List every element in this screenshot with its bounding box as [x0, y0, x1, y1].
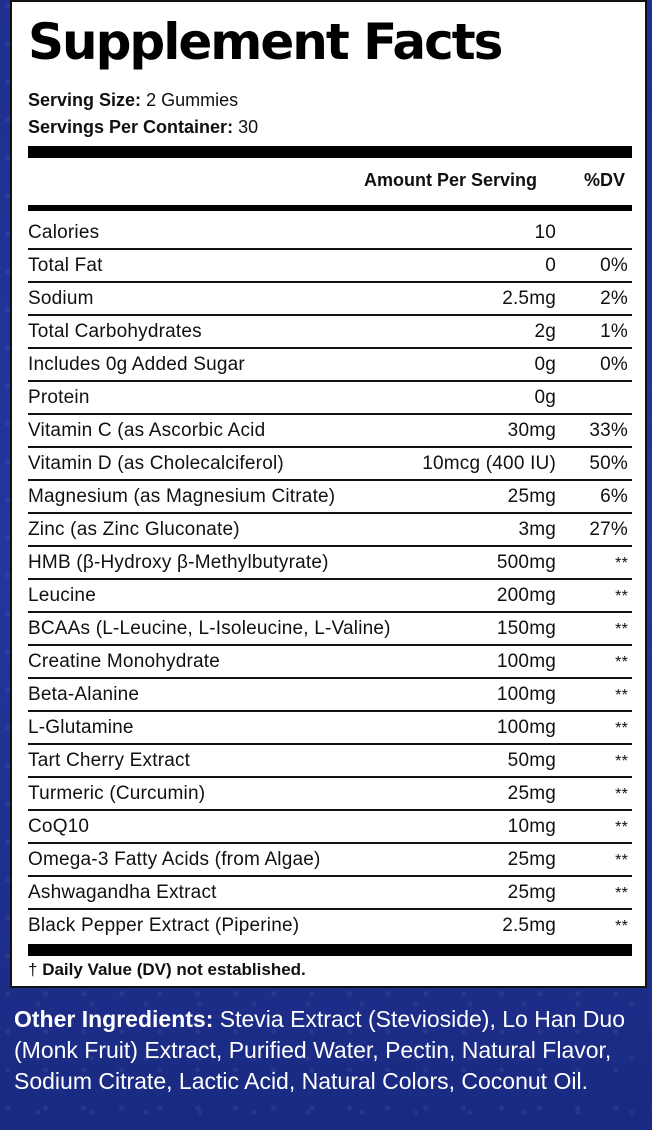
footnote-symbol: †: [28, 960, 38, 979]
nutrient-daily-value: **: [615, 687, 628, 704]
nutrient-name: Zinc (as Zinc Gluconate): [28, 519, 240, 540]
nutrient-table: [28, 217, 632, 941]
nutrient-daily-value: 33%: [589, 420, 628, 441]
nutrient-amount: 10mcg (400 IU): [422, 453, 556, 474]
nutrient-daily-value: **: [615, 786, 628, 803]
nutrient-name: HMB (β-Hydroxy β-Methylbutyrate): [28, 552, 329, 573]
nutrient-amount: 25mg: [507, 783, 556, 804]
nutrient-name: Black Pepper Extract (Piperine): [28, 915, 300, 936]
nutrient-daily-value: **: [615, 852, 628, 869]
table-row: [28, 844, 632, 877]
table-row: [28, 613, 632, 646]
nutrient-name: Sodium: [28, 288, 94, 309]
nutrient-amount: 2.5mg: [502, 915, 556, 936]
top-divider-bar: [28, 146, 632, 158]
other-ingredients: [14, 1004, 634, 1097]
nutrient-name: L-Glutamine: [28, 717, 134, 738]
nutrient-name: Calories: [28, 222, 100, 243]
nutrient-name: CoQ10: [28, 816, 90, 837]
nutrient-amount: 2.5mg: [502, 288, 556, 309]
nutrient-name: Includes 0g Added Sugar: [28, 354, 245, 375]
table-row: [28, 745, 632, 778]
amount-per-serving-header: Amount Per Serving: [363, 170, 537, 190]
nutrient-name: Vitamin C (as Ascorbic Acid: [28, 420, 266, 441]
footnote: [28, 960, 306, 980]
nutrient-amount: 10: [534, 222, 556, 243]
nutrient-daily-value: **: [615, 753, 628, 770]
nutrient-name: Magnesium (as Magnesium Citrate): [28, 486, 336, 507]
nutrient-name: Beta-Alanine: [28, 684, 140, 705]
nutrient-daily-value: **: [615, 654, 628, 671]
nutrient-amount: 0: [545, 255, 556, 276]
nutrient-daily-value: **: [615, 621, 628, 638]
nutrient-amount: 30mg: [507, 420, 556, 441]
serving-size: [28, 89, 238, 111]
nutrient-amount: 500mg: [496, 552, 556, 573]
nutrient-amount: 3mg: [518, 519, 556, 540]
table-row: [28, 646, 632, 679]
nutrient-daily-value: 0%: [600, 354, 628, 375]
nutrient-daily-value: **: [615, 885, 628, 902]
table-row: [28, 217, 632, 250]
nutrient-amount: 0g: [534, 387, 556, 408]
table-row: [28, 679, 632, 712]
bottom-divider-bar: [28, 944, 632, 956]
nutrient-name: Total Fat: [28, 255, 103, 276]
nutrient-daily-value: **: [615, 918, 628, 935]
serving-size-label: Serving Size:: [28, 90, 142, 110]
table-row: [28, 283, 632, 316]
table-row: [28, 712, 632, 745]
daily-value-header: %DV: [583, 170, 625, 190]
nutrient-amount: 100mg: [496, 651, 556, 672]
nutrient-daily-value: 50%: [589, 453, 628, 474]
table-row: [28, 580, 632, 613]
other-ingredients-label: Other Ingredients:: [14, 1006, 214, 1032]
serving-size-value: 2 Gummies: [146, 90, 239, 110]
nutrient-daily-value: **: [615, 555, 628, 572]
supplement-facts-panel: [10, 0, 647, 988]
table-row: [28, 448, 632, 481]
nutrient-daily-value: 2%: [600, 288, 628, 309]
other-ingredients-text: Stevia Extract (Stevioside), Lo Han Duo (Monk Fruit) Extract, Purified Water, Pectin, Natural Flavor, Sodium Citrate, Lactic Acid, Natural Colors, Coconut Oil.: [14, 1006, 625, 1094]
nutrient-daily-value: 0%: [600, 255, 628, 276]
nutrient-amount: 25mg: [507, 849, 556, 870]
nutrient-daily-value: **: [615, 819, 628, 836]
nutrient-name: Leucine: [28, 585, 96, 606]
nutrient-name: Creatine Monohydrate: [28, 651, 220, 672]
nutrient-amount: 25mg: [507, 486, 556, 507]
table-row: [28, 514, 632, 547]
nutrient-amount: 10mg: [507, 816, 556, 837]
nutrient-amount: 100mg: [496, 684, 556, 705]
nutrient-amount: 2g: [534, 321, 556, 342]
table-row: [28, 316, 632, 349]
nutrient-name: Turmeric (Curcumin): [28, 783, 206, 804]
nutrient-name: Total Carbohydrates: [28, 321, 202, 342]
table-row: [28, 547, 632, 580]
table-row: [28, 250, 632, 283]
nutrient-name: Ashwagandha Extract: [28, 882, 217, 903]
nutrient-amount: 150mg: [496, 618, 556, 639]
page-title: Supplement Facts: [28, 13, 502, 71]
table-row: [28, 349, 632, 382]
nutrient-amount: 0g: [534, 354, 556, 375]
table-row: [28, 481, 632, 514]
nutrient-name: Tart Cherry Extract: [28, 750, 191, 771]
table-row: [28, 910, 632, 941]
nutrient-daily-value: 6%: [600, 486, 628, 507]
table-row: [28, 778, 632, 811]
nutrient-amount: 25mg: [507, 882, 556, 903]
table-row: [28, 415, 632, 448]
nutrient-daily-value: 27%: [589, 519, 628, 540]
nutrient-daily-value: **: [615, 588, 628, 605]
nutrient-amount: 50mg: [507, 750, 556, 771]
nutrient-daily-value: **: [615, 720, 628, 737]
servings-per-container: [28, 116, 258, 138]
nutrient-amount: 100mg: [496, 717, 556, 738]
table-row: [28, 811, 632, 844]
table-row: [28, 382, 632, 415]
servings-per-container-label: Servings Per Container:: [28, 117, 234, 137]
nutrient-name: Vitamin D (as Cholecalciferol): [28, 453, 284, 474]
nutrient-amount: 200mg: [496, 585, 556, 606]
nutrient-name: Protein: [28, 387, 90, 408]
servings-per-container-value: 30: [238, 117, 259, 137]
footnote-text: Daily Value (DV) not established.: [42, 960, 306, 979]
table-row: [28, 877, 632, 910]
nutrient-name: BCAAs (L-Leucine, L-Isoleucine, L-Valine): [28, 618, 391, 639]
header-divider-bar: [28, 205, 632, 211]
nutrient-name: Omega-3 Fatty Acids (from Algae): [28, 849, 321, 870]
nutrient-daily-value: 1%: [600, 321, 628, 342]
